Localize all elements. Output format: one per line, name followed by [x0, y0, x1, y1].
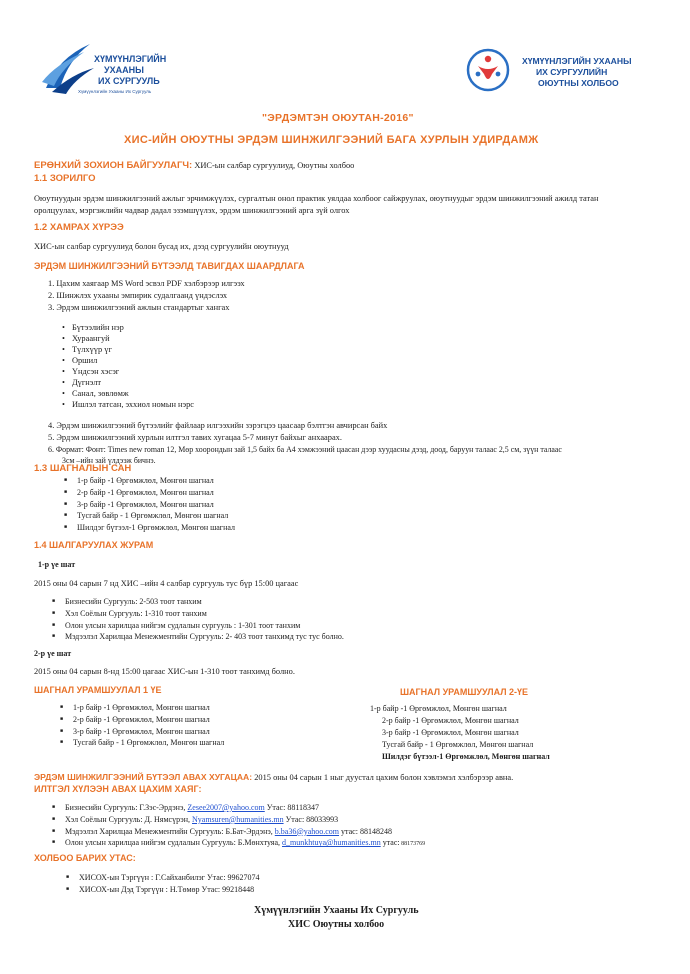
- document-subtitle: ХИС-ИЙН ОЮУТНЫ ЭРДЭМ ШИНЖИЛГЭЭНИЙ БАГА ХУРЛЫН УДИРДАМЖ: [124, 134, 539, 146]
- email-row-contact: Мэдээлэл Харилцаа Менежментийн Сургууль: Б.Бат-Эрдэнэ,: [65, 826, 275, 836]
- deadline-label: ЭРДЭМ ШИНЖИЛГЭЭНИЙ БҮТЭЭЛ АВАХ ХУГАЦАА:: [34, 772, 253, 782]
- people-circle-icon: [466, 48, 510, 92]
- logo-line3: ИХ СУРГУУЛЬ: [98, 76, 160, 86]
- structure-list: [62, 322, 194, 410]
- student-union-logo: [466, 48, 646, 98]
- goal-line1: Оюутнуудын эрдэм шинжилгээний ажлыг эрчимжүүлэх, сургалтын онол практик уялдаа холбоог сайжруулах, оюутнуудыг эрдэм шинжилгээний ажилд татан: [34, 194, 599, 203]
- email-link[interactable]: b.ba36@yahoo.com: [274, 826, 340, 836]
- stage1-text: 2015 оны 04 сарын 7 нд ХИС –ийн 4 салбар сургууль тус бүр 15:00 цагаас: [34, 579, 299, 588]
- stage1-item: ■ Бизнесийн Сургууль: 2-503 тоот танхим: [52, 596, 344, 608]
- structure-item: • Бүтээлийн нэр: [62, 322, 194, 333]
- stage1-item: ■ Хэл Соёлын Сургууль: 1-310 тоот танхим: [52, 608, 344, 620]
- award1-item: ■ 1-р байр -1 Өргөмжлөл, Мөнгөн шагнал: [60, 702, 224, 714]
- email-row-contact: Бизнесийн Сургууль: Г.Зэс-Эрдэнэ,: [65, 803, 188, 812]
- organizer-label: ЕРӨНХИЙ ЗОХИОН БАЙГУУЛАГЧ:: [34, 160, 193, 171]
- emails-list: [52, 802, 425, 851]
- award2-item-3: 3-р байр -1 Өргөмжлөл, Мөнгөн шагнал: [382, 728, 519, 737]
- deadline-line: [34, 767, 513, 785]
- req-item-5: 5. Эрдэм шинжилгээний хурлын илтгэл тавих хугацаа 5-7 минут байхыг анхаарах.: [48, 433, 342, 442]
- award1-item: ■ 3-р байр -1 Өргөмжлөл, Мөнгөн шагнал: [60, 726, 224, 738]
- email-row: [52, 802, 425, 814]
- award1-item: ■ Тусгай байр - 1 Өргөмжлөл, Мөнгөн шагнал: [60, 737, 224, 749]
- organizer-value: ХИС-ын салбар сургуулиуд, Оюутны холбоо: [192, 161, 355, 170]
- structure-item: • Үндсэн хэсэг: [62, 366, 194, 377]
- goal-heading: 1.1 ЗОРИЛГО: [34, 173, 96, 184]
- procedure-heading: 1.4 ШАЛГАРУУЛАХ ЖУРАМ: [34, 540, 154, 550]
- award1-item: ■ 2-р байр -1 Өргөмжлөл, Мөнгөн шагнал: [60, 714, 224, 726]
- req-item-6: 6. Формат: Фонт: Times new roman 12, Мөр хоорондын зай 1,5 байх ба А4 хэмжээний цаасан дээр хуудасны дээд, доод, баруун талаас 2,5 см, зүүн талаас: [48, 445, 562, 454]
- email-row-phone-number: 88173769: [399, 841, 426, 848]
- req-item-2: 2. Шинжлэх ухааны эмпирик судалгаанд үндэслэх: [48, 291, 228, 300]
- requirements-heading: ЭРДЭМ ШИНЖИЛГЭЭНИЙ БҮТЭЭЛД ТАВИГДАХ ШААРДЛАГА: [34, 261, 305, 271]
- scope-heading: 1.2 ХАМРАХ ХҮРЭЭ: [34, 222, 124, 233]
- email-row-phone: Утас: 88118347: [264, 803, 320, 812]
- right-logo-line1: ХҮМҮҮНЛЭГИЙН УХААНЫ: [522, 56, 632, 66]
- email-row-phone: утас:: [380, 838, 400, 848]
- stage2-text: 2015 оны 04 сарын 8-нд 15:00 цагаас ХИС-ын 1-310 тоот танхимд болно.: [34, 667, 295, 676]
- deadline-value: 2015 оны 04 сарын 1 ныг дуустал цахим болон хэвлэмэл хэлбэрээр авна.: [252, 773, 514, 782]
- prizes-list: [64, 475, 235, 534]
- email-row-phone: утас: 88148248: [339, 826, 392, 836]
- structure-item: • Ишлэл татсан, эххиол номын нэрс: [62, 399, 194, 410]
- structure-item: • Оршил: [62, 355, 194, 366]
- stage2-label: 2-р үе шат: [34, 649, 72, 658]
- contact-row: ■ ХИСОХ-ын Дэд Тэргүүн : Н.Төмөр Утас: 99218448: [66, 884, 260, 896]
- stage1-list: [52, 596, 344, 643]
- award2-best: Шилдэг бүтээл-1 Өргөмжлөл, Мөнгөн шагнал: [382, 752, 550, 761]
- logo-line1: ХҮМҮҮНЛЭГИЙН: [94, 54, 167, 64]
- prize-item: ■ 3-р байр -1 Өргөмжлөл, Мөнгөн шагнал: [64, 499, 235, 511]
- stage1-item: ■ Мэдээлэл Харилцаа Менежментийн Сургууль: 2- 403 тоот танхимд тус тус болно.: [52, 631, 344, 643]
- req-item-4: 4. Эрдэм шинжилгээний бүтээлийг файлаар илгээхийн зэрэгцээ цаасаар бэлтгэн авчирсан байх: [48, 421, 388, 430]
- university-logo: [38, 38, 168, 108]
- email-row: [52, 826, 425, 838]
- emails-heading: ИЛТГЭЛ ХҮЛЭЭН АВАХ ЦАХИМ ХАЯГ:: [34, 784, 202, 794]
- goal-line2: оролцуулах, мэргэжлийн чадвар дадал эзэмшүүлэх, эрдэм шинжилгээний арга зүй олгох: [34, 206, 350, 215]
- prize-item: ■ 1-р байр -1 Өргөмжлөл, Мөнгөн шагнал: [64, 475, 235, 487]
- email-link[interactable]: Zesee2007@yahoo.com: [187, 803, 265, 812]
- email-link[interactable]: d_munkhtuya@humanities.mn: [282, 838, 381, 848]
- award2-item-4: Тусгай байр - 1 Өргөмжлөл, Мөнгөн шагнал: [382, 740, 534, 749]
- right-logo-line2: ИХ СУРГУУЛИЙН: [536, 67, 608, 77]
- structure-item: • Түлхүүр үг: [62, 344, 194, 355]
- stage1-item: ■ Олон улсын харилцаа нийгэм судлалын сургууль : 1-301 тоот танхим: [52, 620, 344, 632]
- footer-line2: ХИС Оюутны холбоо: [288, 919, 385, 930]
- structure-item: • Дүгнэлт: [62, 377, 194, 388]
- email-row-phone: Утас: 88033993: [283, 814, 339, 824]
- contacts-list: [66, 872, 260, 896]
- award1-heading: ШАГНАЛ УРАМШУУЛАЛ 1 ҮЕ: [34, 685, 162, 695]
- right-logo-line3: ОЮУТНЫ ХОЛБОО: [538, 78, 619, 88]
- structure-item: • Хураангуй: [62, 333, 194, 344]
- stage1-label: 1-р үе шат: [38, 560, 76, 569]
- prize-item: ■ Шилдэг бүтээл-1 Өргөмжлөл, Мөнгөн шагнал: [64, 522, 235, 534]
- organizer-line: [34, 155, 354, 173]
- award1-list: [60, 702, 224, 749]
- footer-line1: Хүмүүнлэгийн Ухааны Их Сургууль: [254, 905, 419, 916]
- prizes-heading: 1.3 ШАГНАЛЫН САН: [34, 463, 132, 474]
- email-row: [52, 837, 425, 851]
- logo-tagline: Хүмүүнлэгийн Ухааны Их Сургууль: [78, 89, 152, 94]
- email-row-contact: Хэл Соёлын Сургууль: Д. Нямсүрэн,: [65, 814, 192, 824]
- structure-item: • Санал, зөвлөмж: [62, 388, 194, 399]
- scope-text: ХИС-ын салбар сургуулиуд болон бусад их, дээд сургуулийн оюутнууд: [34, 242, 289, 251]
- req-item-6-cont: 3см –ийн зай үлдээж бичнэ.: [62, 456, 156, 465]
- req-item-1: 1. Цахим хаягаар MS Word эсвэл PDF хэлбэрээр илгээх: [48, 279, 245, 288]
- email-link[interactable]: Nyamsuren@humanities.mn: [192, 814, 284, 824]
- email-row-contact: Олон улсын харилцаа нийгэм судлалын Сургууль: Б.Мөнхтуяа,: [65, 838, 282, 848]
- logo-line2: УХААНЫ: [104, 65, 144, 75]
- award2-item-2: 2-р байр -1 Өргөмжлөл, Мөнгөн шагнал: [382, 716, 519, 725]
- award2-heading: ШАГНАЛ УРАМШУУЛАЛ 2-ҮЕ: [400, 687, 529, 697]
- document-title: "ЭРДЭМТЭН ОЮУТАН-2016": [262, 112, 414, 124]
- contacts-heading: ХОЛБОО БАРИХ УТАС:: [34, 853, 136, 863]
- prize-item: ■ 2-р байр -1 Өргөмжлөл, Мөнгөн шагнал: [64, 487, 235, 499]
- award2-item-1: 1-р байр -1 Өргөмжлөл, Мөнгөн шагнал: [370, 704, 507, 713]
- prize-item: ■ Тусгай байр - 1 Өргөмжлөл, Мөнгөн шагнал: [64, 510, 235, 522]
- email-row: [52, 814, 425, 826]
- contact-row: ■ ХИСОХ-ын Тэргүүн : Г.Сайханбилэг Утас: 99627074: [66, 872, 260, 884]
- req-item-3: 3. Эрдэм шинжилгээний ажлын стандартыг хангах: [48, 303, 230, 312]
